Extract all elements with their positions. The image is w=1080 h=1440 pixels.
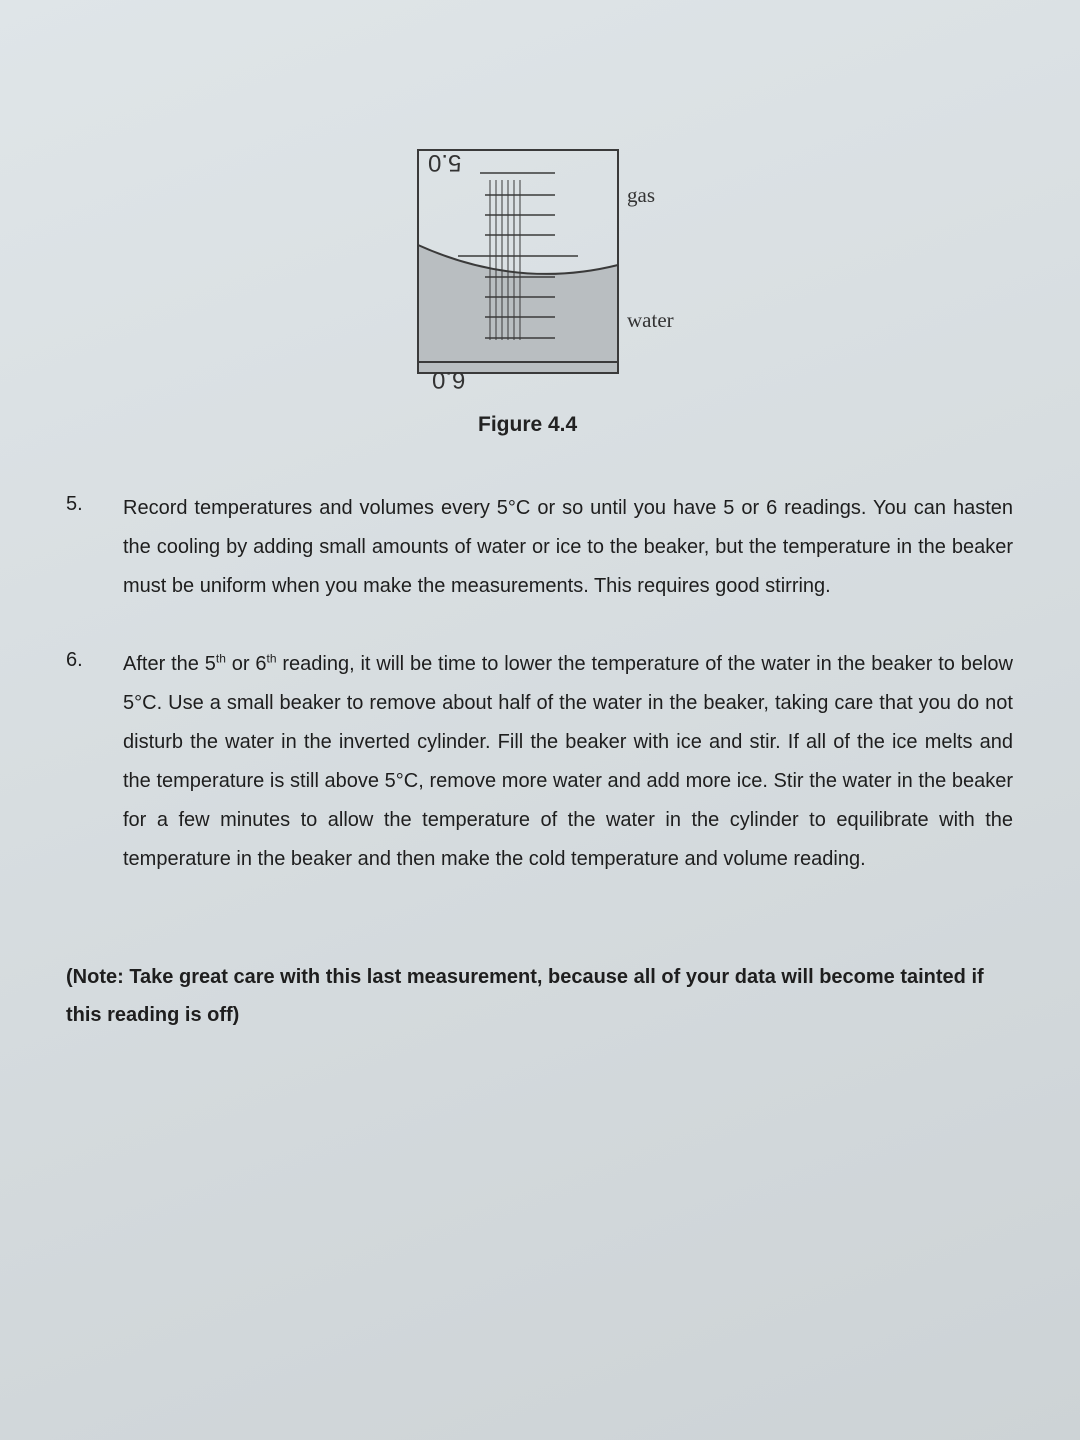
water-region <box>418 245 618 373</box>
step-5 <box>66 489 1016 649</box>
figure-caption: Figure 4.4 <box>478 413 578 436</box>
step-text-part: reading, it will be time to lower the temperature of the water in the beaker to below 5°C. Use a small beaker to remove about half of the water in the beaker, taking care that you do not disturb the water in the inverted cylinder. Fill the beaker with ice and stir. If all of the ice melts and the temperature is still above 5°C, remove more water and add more ice. Stir the water in the beaker for a few minutes to allow the temperature of the water in the cylinder to equilibrate with the temperature in the beaker and then make the cold temperature and volume reading. <box>123 653 1013 870</box>
step-number: 6. <box>66 649 83 671</box>
step-number: 5. <box>66 493 83 515</box>
step-text: Record temperatures and volumes every 5°C or so until you have 5 or 6 readings. You can hasten the cooling by adding small amounts of water or ice to the beaker, but the temperature in the beaker must be uniform when you make the measurements. This requires good stirring. <box>123 497 1013 597</box>
ordinal-suffix: th <box>266 651 277 666</box>
step-6 <box>66 645 1016 925</box>
step-text-part: After the 5 <box>123 653 216 675</box>
step-text <box>123 645 1013 879</box>
tick-label-top: 5.0 <box>428 149 462 176</box>
label-water: water <box>627 308 674 332</box>
step-text-part: or 6 <box>225 653 267 675</box>
label-gas: gas <box>627 183 655 207</box>
note-paragraph: (Note: Take great care with this last measurement, because all of your data will become tainted if this reading is off) <box>66 966 984 1026</box>
tick-label-bottom: 6.0 <box>432 366 466 393</box>
figure-inverted-cylinder <box>400 140 700 440</box>
cylinder-diagram <box>400 140 700 440</box>
ordinal-suffix: th <box>215 651 226 666</box>
